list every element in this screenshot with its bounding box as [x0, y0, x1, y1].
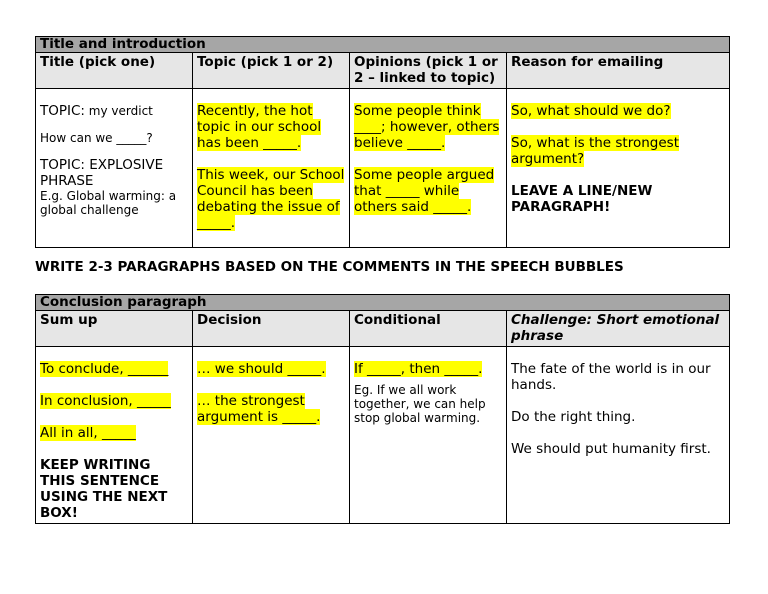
decision-option: … we should _____.	[197, 361, 326, 377]
decision-option: … the strongest argument is _____.	[197, 393, 321, 425]
conditional-option: If _____, then _____.	[354, 361, 483, 377]
topic-line: TOPIC: my verdict	[40, 103, 153, 119]
column-header: Sum up	[36, 311, 193, 347]
column-header: Challenge: Short emotional phrase	[507, 311, 730, 347]
topic-option: Recently, the hot topic in our school has been _____.	[197, 103, 322, 151]
title-cell	[36, 89, 193, 248]
topic-option: This week, our School Council has been debating the issue of _____.	[197, 167, 345, 231]
column-header: Opinions (pick 1 or 2 – linked to topic)	[350, 53, 507, 89]
conclusion-table	[35, 294, 730, 524]
sum-up-option: To conclude, ______	[40, 361, 169, 377]
section-title: Title and introduction	[36, 37, 730, 53]
question-line: How can we _____?	[40, 131, 153, 145]
column-header: Topic (pick 1 or 2)	[193, 53, 350, 89]
sum-up-option: All in all, _____	[40, 425, 136, 441]
opinion-option: Some people think ____; however, others believe _____.	[354, 103, 500, 151]
explosive-line: TOPIC: EXPLOSIVE PHRASE	[40, 157, 164, 189]
column-header: Title (pick one)	[36, 53, 193, 89]
reason-option: So, what is the strongest argument?	[511, 135, 679, 167]
opinion-option: Some people argued that _____ while others said _____.	[354, 167, 495, 215]
conditional-cell	[350, 347, 507, 524]
opinions-cell	[350, 89, 507, 248]
paragraph-instruction-heading: WRITE 2-3 PARAGRAPHS BASED ON THE COMMENTS IN THE SPEECH BUBBLES	[35, 259, 624, 275]
emotional-phrase: Do the right thing.	[511, 409, 636, 425]
column-header: Conditional	[350, 311, 507, 347]
instruction-text: LEAVE A LINE/NEW PARAGRAPH!	[511, 183, 653, 215]
topic-cell	[193, 89, 350, 248]
emotional-phrase: The fate of the world is in our hands.	[511, 361, 711, 393]
section-title: Conclusion paragraph	[36, 295, 730, 311]
decision-cell	[193, 347, 350, 524]
emotional-phrase: We should put humanity first.	[511, 441, 711, 457]
sum-up-cell	[36, 347, 193, 524]
reason-option: So, what should we do?	[511, 103, 671, 119]
sum-up-option: In conclusion, _____	[40, 393, 171, 409]
instruction-text: KEEP WRITING THIS SENTENCE USING THE NEXT BOX!	[40, 457, 168, 521]
reason-cell	[507, 89, 730, 248]
example-line: E.g. Global warming: a global challenge	[40, 189, 177, 217]
challenge-cell	[507, 347, 730, 524]
example-line: Eg. If we all work together, we can help stop global warming.	[354, 383, 486, 425]
column-header: Reason for emailing	[507, 53, 730, 89]
column-header: Decision	[193, 311, 350, 347]
introduction-table	[35, 36, 730, 248]
